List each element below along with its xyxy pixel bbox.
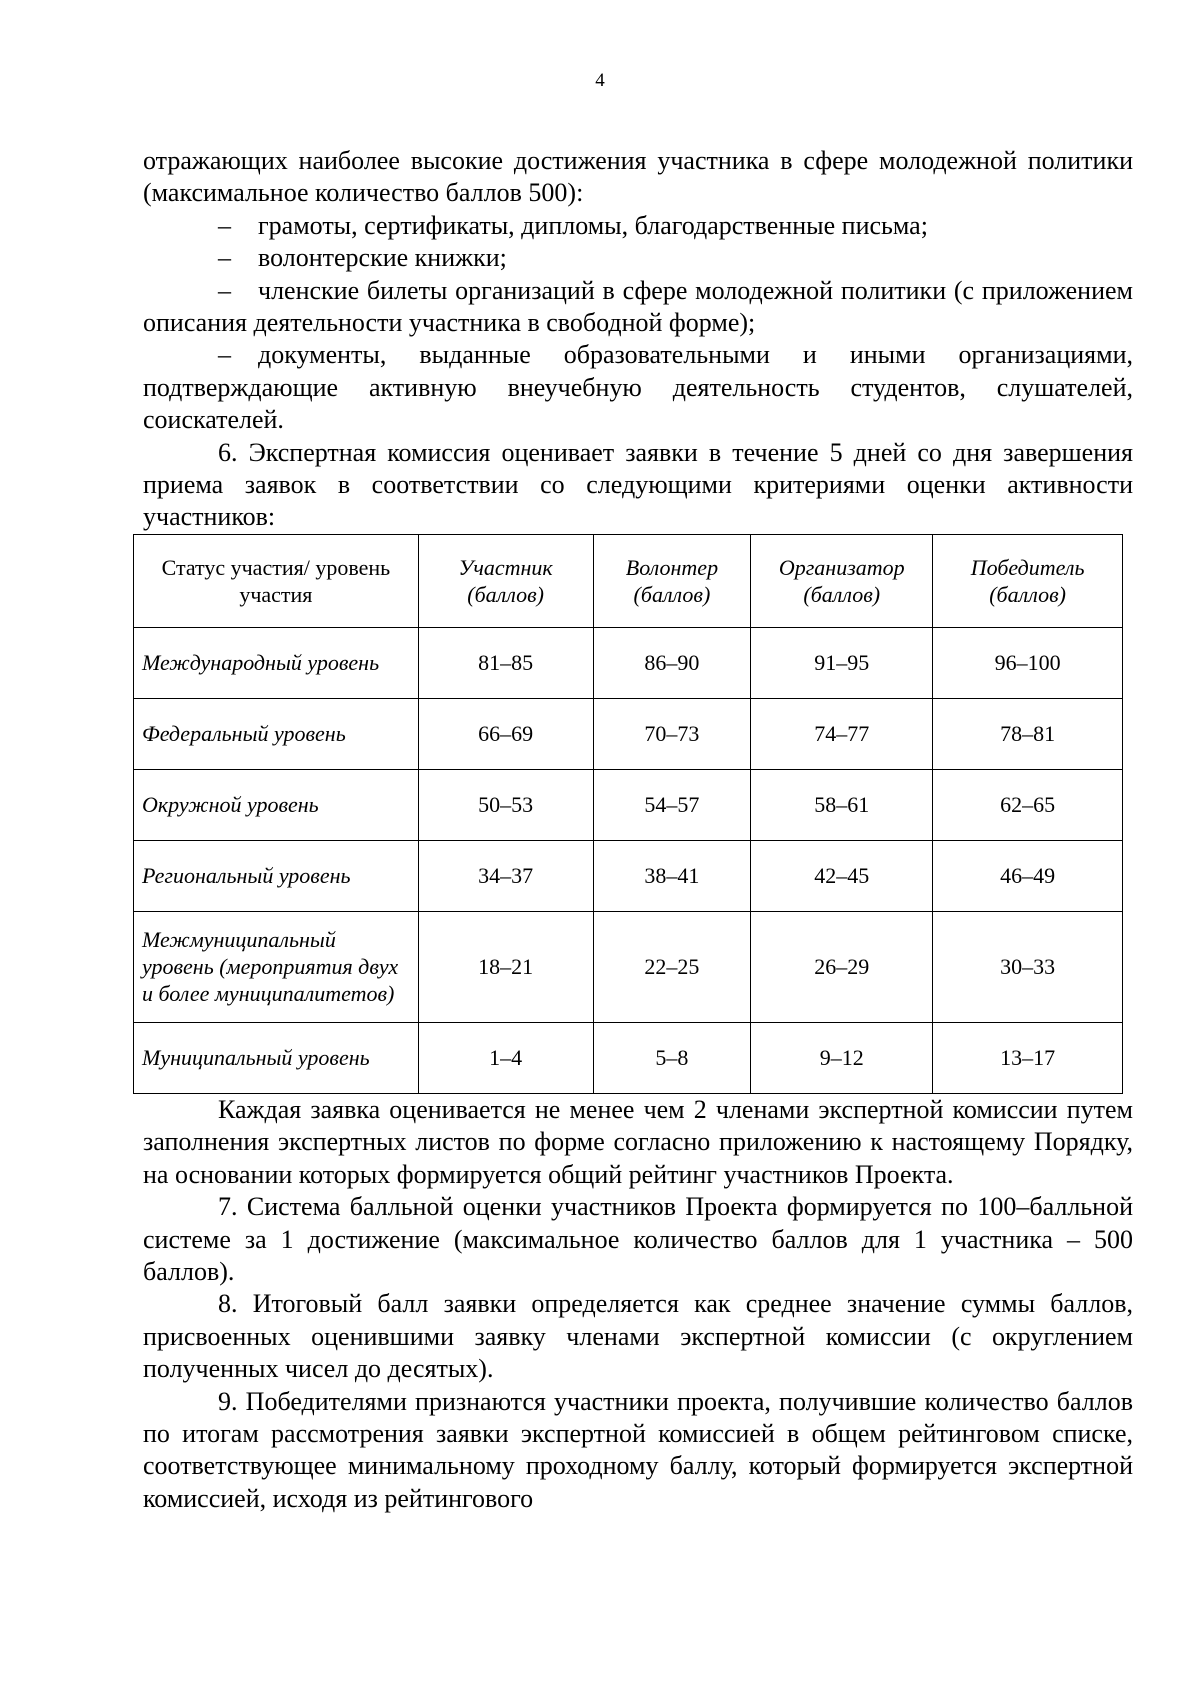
list-item-text: волонтерские книжки; xyxy=(258,243,507,273)
list-item xyxy=(143,339,1133,436)
winner-cell: 78–81 xyxy=(933,698,1123,769)
level-cell: Федеральный уровень xyxy=(134,698,419,769)
paragraph-6: 6. Экспертная комиссия оценивает заявки в течение 5 дней со дня завершения приема заявок в соответствии со следующими критериями оценки активности участников: xyxy=(143,437,1133,532)
organizer-cell: 74–77 xyxy=(751,698,933,769)
table-header-row xyxy=(134,534,1123,627)
table-row xyxy=(134,698,1123,769)
organizer-cell: 42–45 xyxy=(751,840,933,911)
paragraph-evaluation: Каждая заявка оценивается не менее чем 2 членами экспертной комиссии путем заполнения экспертных листов по форме согласно приложению к настоящему Порядку, на основании которых формируется общий рейтинг участников Проекта. xyxy=(143,1094,1133,1189)
organizer-cell: 58–61 xyxy=(751,769,933,840)
header-status: Статус участия/ уровень участия xyxy=(134,534,419,627)
participant-cell: 81–85 xyxy=(418,627,593,698)
volunteer-cell: 22–25 xyxy=(593,911,751,1022)
bullet-dash: – xyxy=(218,275,231,305)
participant-cell: 50–53 xyxy=(418,769,593,840)
volunteer-cell: 38–41 xyxy=(593,840,751,911)
table-row xyxy=(134,769,1123,840)
participant-cell: 66–69 xyxy=(418,698,593,769)
paragraph-8: 8. Итоговый балл заявки определяется как среднее значение суммы баллов, присвоенных оценившими заявку членами экспертной комиссии (с округлением полученных чисел до десятых). xyxy=(143,1289,1133,1384)
winner-cell: 30–33 xyxy=(933,911,1123,1022)
volunteer-cell: 5–8 xyxy=(593,1022,751,1093)
winner-cell: 46–49 xyxy=(933,840,1123,911)
table-row xyxy=(134,840,1123,911)
paragraph-intro: отражающих наиболее высокие достижения участника в сфере молодежной политики (максимальное количество баллов 500): xyxy=(143,146,1133,208)
table-row xyxy=(134,911,1123,1022)
bullet-dash: – xyxy=(218,210,231,240)
winner-cell: 13–17 xyxy=(933,1022,1123,1093)
level-cell: Муниципальный уровень xyxy=(134,1022,419,1093)
table-row xyxy=(134,1022,1123,1093)
participant-cell: 1–4 xyxy=(418,1022,593,1093)
bullet-dash: – xyxy=(218,243,231,273)
header-participant: Участник (баллов) xyxy=(418,534,593,627)
header-volunteer: Волонтер (баллов) xyxy=(593,534,751,627)
list-item-text: членские билеты организаций в сфере молодежной политики (с приложением описания деятельности участника в свободной форме); xyxy=(143,275,1133,338)
level-cell: Международный уровень xyxy=(134,627,419,698)
page-number: 4 xyxy=(595,70,605,91)
list-item xyxy=(143,242,1133,274)
list-item-text: грамоты, сертификаты, дипломы, благодарственные письма; xyxy=(258,210,928,240)
winner-cell: 96–100 xyxy=(933,627,1123,698)
paragraph-7: 7. Система балльной оценки участников Проекта формируется по 100–балльной системе за 1 достижение (максимальное количество баллов для 1 участника – 500 баллов). xyxy=(143,1192,1133,1286)
header-winner: Победитель (баллов) xyxy=(933,534,1123,627)
table-row xyxy=(134,627,1123,698)
header-organizer: Организатор (баллов) xyxy=(751,534,933,627)
paragraph-9: 9. Победителями признаются участники проекта, получившие количество баллов по итогам рассмотрения заявки экспертной комиссией в общем рейтинговом списке, соответствующее минимальному проходному баллу, который формируется экспертной комиссией, исходя из рейтингового xyxy=(143,1386,1133,1513)
organizer-cell: 26–29 xyxy=(751,911,933,1022)
bullet-dash: – xyxy=(218,340,231,370)
participant-cell: 18–21 xyxy=(418,911,593,1022)
level-cell: Региональный уровень xyxy=(134,840,419,911)
volunteer-cell: 54–57 xyxy=(593,769,751,840)
level-cell: Межмуниципальный уровень (мероприятия двух и более муниципалитетов) xyxy=(134,911,419,1022)
winner-cell: 62–65 xyxy=(933,769,1123,840)
organizer-cell: 9–12 xyxy=(751,1022,933,1093)
volunteer-cell: 86–90 xyxy=(593,627,751,698)
organizer-cell: 91–95 xyxy=(751,627,933,698)
list-item xyxy=(143,275,1133,340)
criteria-table xyxy=(133,534,1123,1094)
participant-cell: 34–37 xyxy=(418,840,593,911)
list-item xyxy=(143,210,1133,242)
volunteer-cell: 70–73 xyxy=(593,698,751,769)
level-cell: Окружной уровень xyxy=(134,769,419,840)
document-body xyxy=(143,145,1133,1515)
list-item-text: документы, выданные образовательными и иными организациями, подтверждающие активную внеучебную деятельность студентов, слушателей, соискателей. xyxy=(143,340,1133,435)
